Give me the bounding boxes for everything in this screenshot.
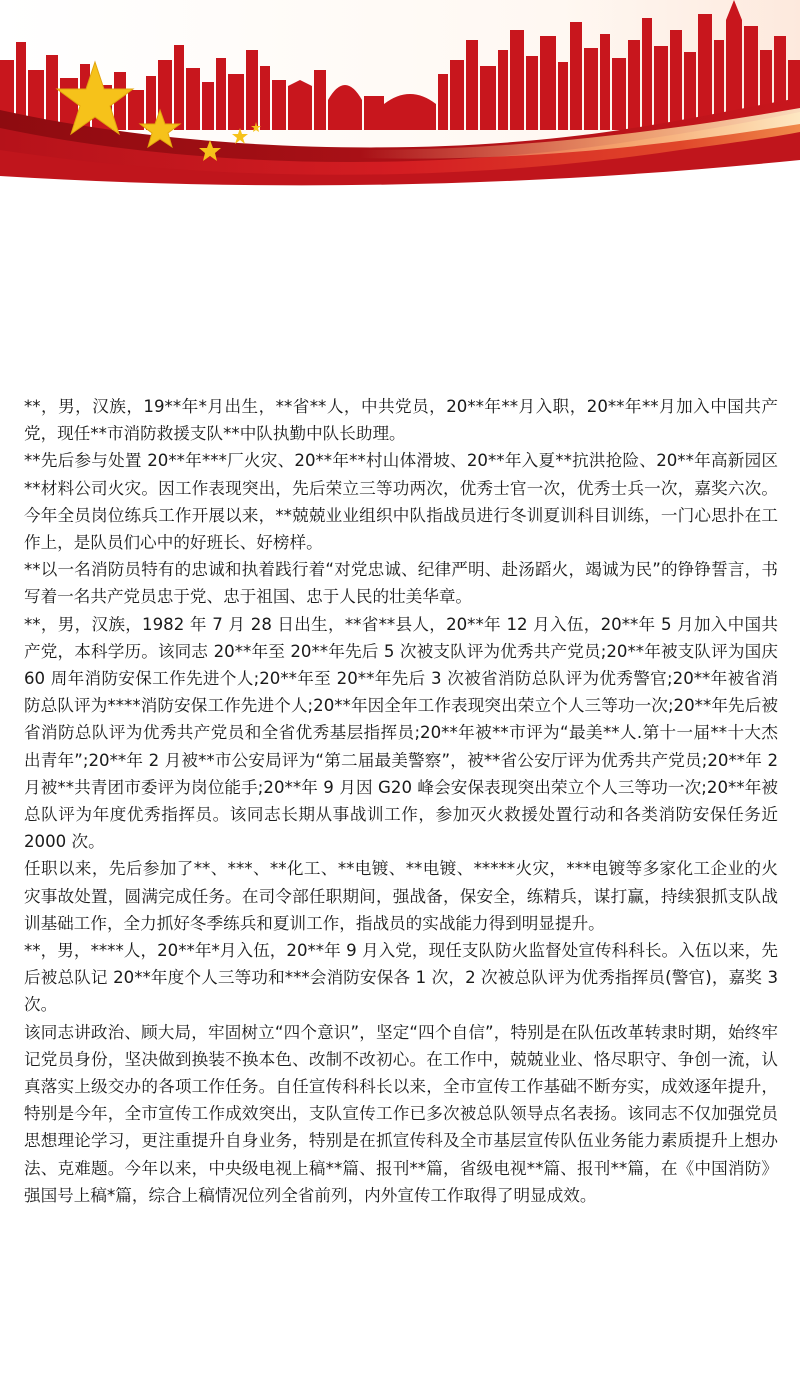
paragraph: **，男，****人，20**年*月入伍，20**年 9 月入党，现任支队防火监督处宣传科科长。入伍以来，先后被总队记 20**年度个人三等功和***会消防安保各 1 次，2 次被总队评为优秀指挥员(警官)，嘉奖 3 次。 [24,941,778,1015]
paragraph: **，男，汉族，1982 年 7 月 28 日出生，**省**县人，20**年 12 月入伍，20**年 5 月加入中国共产党，本科学历。该同志 20**年至 20**年先后 5 次被支队评为优秀共产党员;20**年被支队评为国庆 60 周年消防安保工作先进个人;20**年至 20**年先后 3 次被省消防总队评为优秀警官;20**年被省消防总队评为****消防安保工作先进个人;20**年因全年工作表现突出荣立个人三等功一次;20**年先后被省消防总队评为优秀共产党员和全省优秀基层指挥员;20**年被**市评为“最美**人.第十一届**十大杰出青年”;20**年 2 月被**市公安局评为“第二届最美警察”，被**省公安厅评为优秀共产党员;20**年 2 月被**共青团市委评为岗位能手;20**年 9 月因 G20 峰会安保表现突出荣立个人三等功一次;20**年被总队评为年度优秀指挥员。该同志长期从事战训工作，参加灭火救援处置行动和各类消防安保任务近 2000 次。 [24,614,778,852]
article-body [24,393,778,1209]
paragraph: **，男，汉族，19**年*月出生，**省**人，中共党员，20**年**月入职，20**年**月加入中国共产党，现任**市消防救援支队**中队执勤中队长助理。 [24,397,778,444]
header-banner [0,0,800,190]
paragraph: 任职以来，先后参加了**、***、**化工、**电镀、**电镀、*****火灾，***电镀等多家化工企业的火灾事故处置，圆满完成任务。在司令部任职期间，强战备，保安全，练精兵，谋打赢，持续狠抓支队战训基础工作，全力抓好冬季练兵和夏训工作，指战员的实战能力得到明显提升。 [24,859,778,933]
paragraph: **以一名消防员特有的忠诚和执着践行着“对党忠诚、纪律严明、赴汤蹈火，竭诚为民”的铮铮誓言，书写着一名共产党员忠于党、忠于祖国、忠于人民的壮美华章。 [24,560,778,607]
paragraph: 该同志讲政治、顾大局，牢固树立“四个意识”，坚定“四个自信”，特别是在队伍改革转隶时期，始终牢记党员身份，坚决做到换装不换本色、改制不改初心。在工作中，兢兢业业、恪尽职守、争创一流，认真落实上级交办的各项工作任务。自任宣传科科长以来，全市宣传工作基础不断夯实，成效逐年提升，特别是今年，全市宣传工作成效突出，支队宣传工作已多次被总队领导点名表扬。该同志不仅加强党员思想理论学习，更注重提升自身业务，特别是在抓宣传科及全市基层宣传队伍业务能力素质提升上想办法、克难题。今年以来，中央级电视上稿**篇、报刊**篇，省级电视**篇、报刊**篇，在《中国消防》强国号上稿*篇，综合上稿情况位列全省前列，内外宣传工作取得了明显成效。 [24,1022,778,1205]
paragraph: **先后参与处置 20**年***厂火灾、20**年**村山体滑坡、20**年入夏**抗洪抢险、20**年高新园区**材料公司火灾。因工作表现突出，先后荣立三等功两次，优秀士官一次，优秀士兵一次，嘉奖六次。今年全员岗位练兵工作开展以来，**兢兢业业组织中队指战员进行冬训夏训科目训练，一门心思扑在工作上，是队员们心中的好班长、好榜样。 [24,451,778,553]
